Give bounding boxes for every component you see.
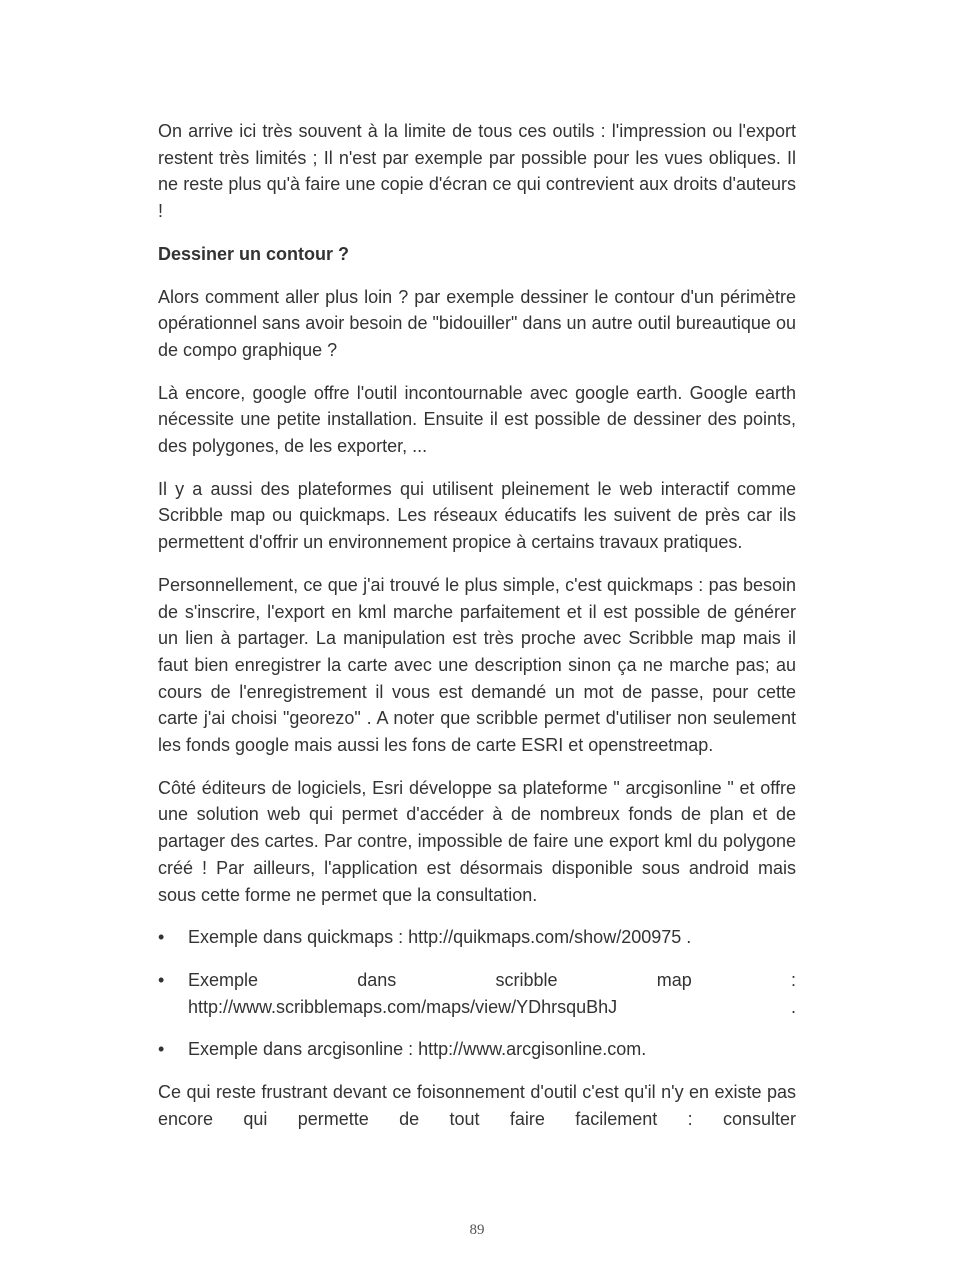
list-item-text: Exemple dans quickmaps : http://quikmaps.com/show/200975 . <box>188 927 692 948</box>
paragraph-esri: Côté éditeurs de logiciels, Esri développe sa plateforme " arcgisonline " et offre une solution web qui permet d'accéder à de nombreux fonds de plan et de partager des cartes. Par contre, impossible de faire une export kml du polygone créé ! Par ailleurs, l'application est désormais disponible sous android mais sous cette forme ne permet que la consultation. <box>158 777 796 905</box>
bullet-icon: • <box>158 927 165 948</box>
bullet-icon: • <box>158 1039 165 1060</box>
paragraph-export-limits: On arrive ici très souvent à la limite de tous ces outils : l'impression ou l'export restent très limités ; Il n'est par exemple par possible pour les vues obliques. Il ne reste plus qu'à faire une copie d'écran ce qui contrevient aux droits d'auteurs ! <box>158 121 796 222</box>
paragraph-platforms: Il y a aussi des plateformes qui utilisent pleinement le web interactif comme Scribble map ou quickmaps. Les réseaux éducatifs les suivent de près car ils permettent d'offrir un environnement propice à certains travaux pratiques. <box>158 478 796 553</box>
list-item <box>158 967 796 1020</box>
paragraph-frustration: Ce qui reste frustrant devant ce foisonnement d'outil c'est qu'il n'y en existe pas encore qui permette de tout faire facilement : consulter <box>158 1082 796 1129</box>
document-page <box>158 118 796 1133</box>
section-heading: Dessiner un contour ? <box>158 243 350 264</box>
bullet-icon: • <box>158 969 165 990</box>
list-item <box>158 1036 796 1063</box>
paragraph-google-earth: Là encore, google offre l'outil incontournable avec google earth. Google earth nécessite une petite installation. Ensuite il est possible de dessiner des points, des polygones, de les exporter, ... <box>158 382 796 457</box>
paragraph-quickmaps: Personnellement, ce que j'ai trouvé le plus simple, c'est quickmaps : pas besoin de s'inscrire, l'export en kml marche parfaitement et il est possible de générer un lien à partager. La manipulation est très proche avec Scribble map mais il faut bien enregistrer la carte avec une description sinon ça ne marche pas; au cours de l'enregistrement il vous est demandé un mot de passe, pour cette carte j'ai choisi "georezo" . A noter que scribble permet d'utiliser non seulement les fonds google mais aussi les fons de carte ESRI et openstreetmap. <box>158 574 796 756</box>
page-number: 89 <box>469 1222 485 1238</box>
list-item-text: Exemple dans scribble map : http://www.scribblemaps.com/maps/view/YDhrsquBhJ . <box>188 969 796 1017</box>
list-item-text: Exemple dans arcgisonline : http://www.arcgisonline.com. <box>188 1039 647 1060</box>
example-list <box>158 924 796 1063</box>
list-item <box>158 924 796 951</box>
paragraph-draw-contour: Alors comment aller plus loin ? par exemple dessiner le contour d'un périmètre opérationnel sans avoir besoin de "bidouiller" dans un autre outil bureautique ou de compo graphique ? <box>158 286 796 360</box>
